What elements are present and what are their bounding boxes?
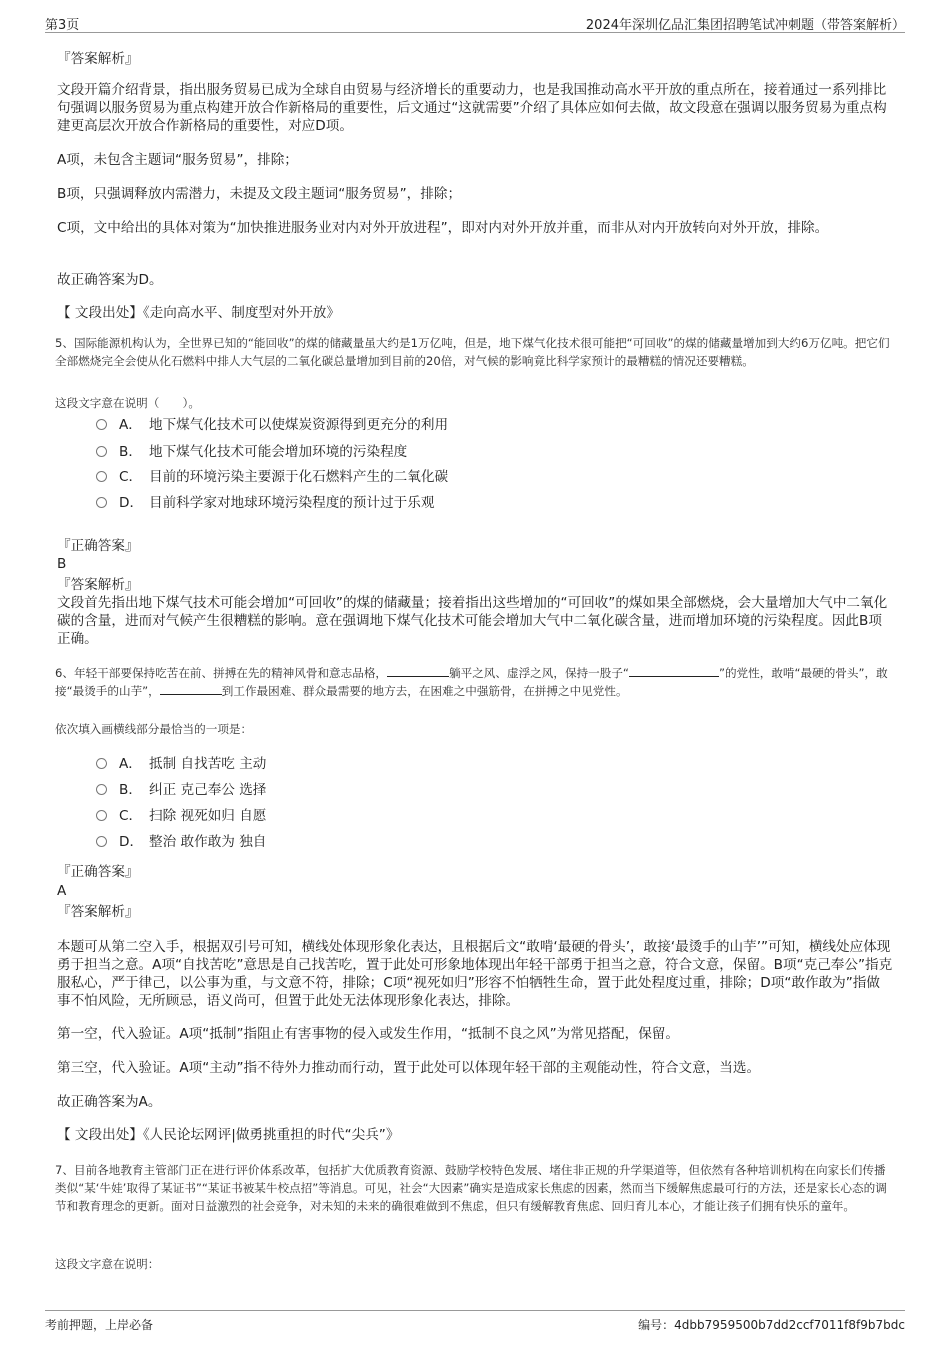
q5-option-d[interactable]: D． 目前科学家对地球环境污染程度的预计过于乐观 [96, 493, 434, 513]
q5-analysis: 文段首先指出地下煤气技术可能会增加“可回收”的煤的储藏量；接着指出这些增加的“可回收”的煤如果全部燃烧，会大量增加大气中二氧化碳的含量，进而对气候产生很糟糕的影响。意在强调地下煤气化技术可能会增加大气中二氧化碳含量，进而增加环境的污染程度。因此B项正确。 [57, 595, 888, 647]
q6-option-c[interactable]: C． 扫除 视死如归 自愿 [96, 806, 266, 826]
q7-stem: 7、目前各地教育主管部门正在进行评价体系改革，包括扩大优质教育资源、鼓励学校特色发展、堵住非正规的升学渠道等，但依然有各种培训机构在向家长们传播类似“某‘牛娃’取得了某证书”“某证书被某牛校点招”等消息。可见，社会“大因素”确实是造成家长焦虑的因素，然而当下缓解焦虑最可行的方法，还是家长心态的调节和教育理念的更新。面对日益激烈的社会竞争，对未知的未来的确很难做到不焦虑，但只有缓解教育焦虑、回归育儿本心，才能让孩子们拥有快乐的童年。 [55, 1163, 887, 1213]
radio-button-icon[interactable] [96, 446, 107, 457]
q5-prompt: 这段文字意在说明（ ）。 [55, 396, 200, 410]
q4-analysis-label: 『答案解析』 [57, 51, 139, 67]
radio-button-icon[interactable] [96, 758, 107, 769]
q4-analysis-option-c: C项，文中给出的具体对策为“加快推进服务业对内对外开放进程”，即对内对外开放并重，而非从对内开放转向对外开放，排除。 [57, 220, 829, 236]
q6-answer: A [57, 883, 67, 899]
footer-slogan: 考前押题，上岸必备 [45, 1318, 154, 1332]
radio-button-icon[interactable] [96, 419, 107, 430]
fill-blank-2 [629, 664, 719, 677]
fill-blank-1 [387, 664, 449, 677]
q6-prompt: 依次填入画横线部分最恰当的一项是： [55, 722, 253, 736]
q6-stem: 6、年轻干部要保持吃苦在前、拼搏在先的精神风骨和意志品格， 躺平之风、虚浮之风，保持一股子“ ”的党性，敢啃“最硬的骨头”，敢接“最烫手的山芋”， 到工作最困难、群众最需要的地方去，在困难之中强筋骨，在拼搏之中见党性。 [55, 666, 888, 698]
q6-option-b[interactable]: B． 纠正 克己奉公 选择 [96, 780, 266, 800]
q4-conclusion: 故正确答案为D。 [57, 272, 163, 288]
radio-button-icon[interactable] [96, 497, 107, 508]
q6-conclusion: 故正确答案为A。 [57, 1094, 162, 1110]
q4-source: 【 文段出处】《走向高水平、制度型对外开放》 [57, 305, 340, 321]
q5-option-a[interactable]: A． 地下煤气化技术可以使煤炭资源得到更充分的利用 [96, 415, 448, 435]
page-number: 第3页 [45, 18, 80, 33]
q4-analysis-paragraph: 文段开篇介绍背景，指出服务贸易已成为全球自由贸易与经济增长的重要动力，也是我国推动高水平开放的重点所在，接着通过一系列排比句强调以服务贸易为重点构建开放合作新格局的重要性，后文通过“这就需要”介绍了具体应如何去做，故文段意在强调以服务贸易为重点构建更高层次开放合作新格局的重要性，对应D项。 [57, 82, 887, 134]
q5-analysis-label: 『答案解析』 [57, 577, 139, 593]
q6-analysis-paragraph-3: 第三空，代入验证。A项“主动”指不待外力推动而行动，置于此处可以体现年轻干部的主观能动性，符合文意，当选。 [57, 1060, 761, 1076]
q5-option-b[interactable]: B． 地下煤气化技术可能会增加环境的污染程度 [96, 442, 407, 462]
document-title: 2024年深圳亿品汇集团招聘笔试冲刺题（带答案解析） [585, 18, 905, 33]
radio-button-icon[interactable] [96, 471, 107, 482]
q5-stem: 5、国际能源机构认为，全世界已知的“能回收”的煤的储藏量虽大约是1万亿吨，但是，地下煤气化技术很可能把“可回收”的煤的储藏量增加到大约6万亿吨。把它们全部燃烧完全会使从化石燃料中排人大气层的二氧化碳总量增加到目前的20倍，对气候的影响竟比科学家预计的最糟糕的情况还要糟糕。 [55, 336, 890, 368]
radio-button-icon[interactable] [96, 784, 107, 795]
q6-analysis-paragraph-1: 本题可从第二空入手，根据双引号可知，横线处体现形象化表达，且根据后文“敢啃‘最硬的骨头’，敢接‘最烫手的山芋’”可知，横线处应体现勇于担当之意。A项“自找苦吃”意思是自己找苦吃，置于此处可形象地体现出年轻干部勇于担当之意，符合文意，保留。B项“克己奉公”指克服私心，严于律己，以公事为重，与文意不符，排除；C项“视死如归”形容不怕牺牲生命，置于此处程度过重，排除；D项“敢作敢为”指做事不怕风险，无所顾忌，语义尚可，但置于此处无法体现形象化表达，排除。 [57, 939, 893, 1009]
q6-option-d[interactable]: D． 整治 敢作敢为 独自 [96, 832, 266, 852]
q4-analysis-option-a: A项，未包含主题词“服务贸易”，排除； [57, 152, 298, 168]
q4-analysis-option-b: B项，只强调释放内需潜力，未提及文段主题词“服务贸易”，排除； [57, 186, 462, 202]
q6-answer-label: 『正确答案』 [57, 864, 139, 880]
q7-prompt: 这段文字意在说明： [55, 1257, 160, 1271]
q6-analysis-label: 『答案解析』 [57, 904, 139, 920]
q5-option-c[interactable]: C． 目前的环境污染主要源于化石燃料产生的二氧化碳 [96, 467, 448, 487]
page-footer [45, 1310, 905, 1336]
footer-serial-number: 编号：4dbb7959500b7dd2ccf7011f8f9b7bdc [638, 1318, 905, 1332]
radio-button-icon[interactable] [96, 836, 107, 847]
radio-button-icon[interactable] [96, 810, 107, 821]
page-header [45, 10, 905, 33]
q5-answer-label: 『正确答案』 [57, 538, 139, 554]
q6-source: 【 文段出处】《人民论坛网评|做勇挑重担的时代“尖兵”》 [57, 1127, 400, 1143]
q6-analysis-paragraph-2: 第一空，代入验证。A项“抵制”指阻止有害事物的侵入或发生作用，“抵制不良之风”为常见搭配，保留。 [57, 1026, 679, 1042]
q5-answer: B [57, 556, 67, 572]
fill-blank-3 [160, 682, 222, 695]
q6-option-a[interactable]: A． 抵制 自找苦吃 主动 [96, 754, 266, 774]
